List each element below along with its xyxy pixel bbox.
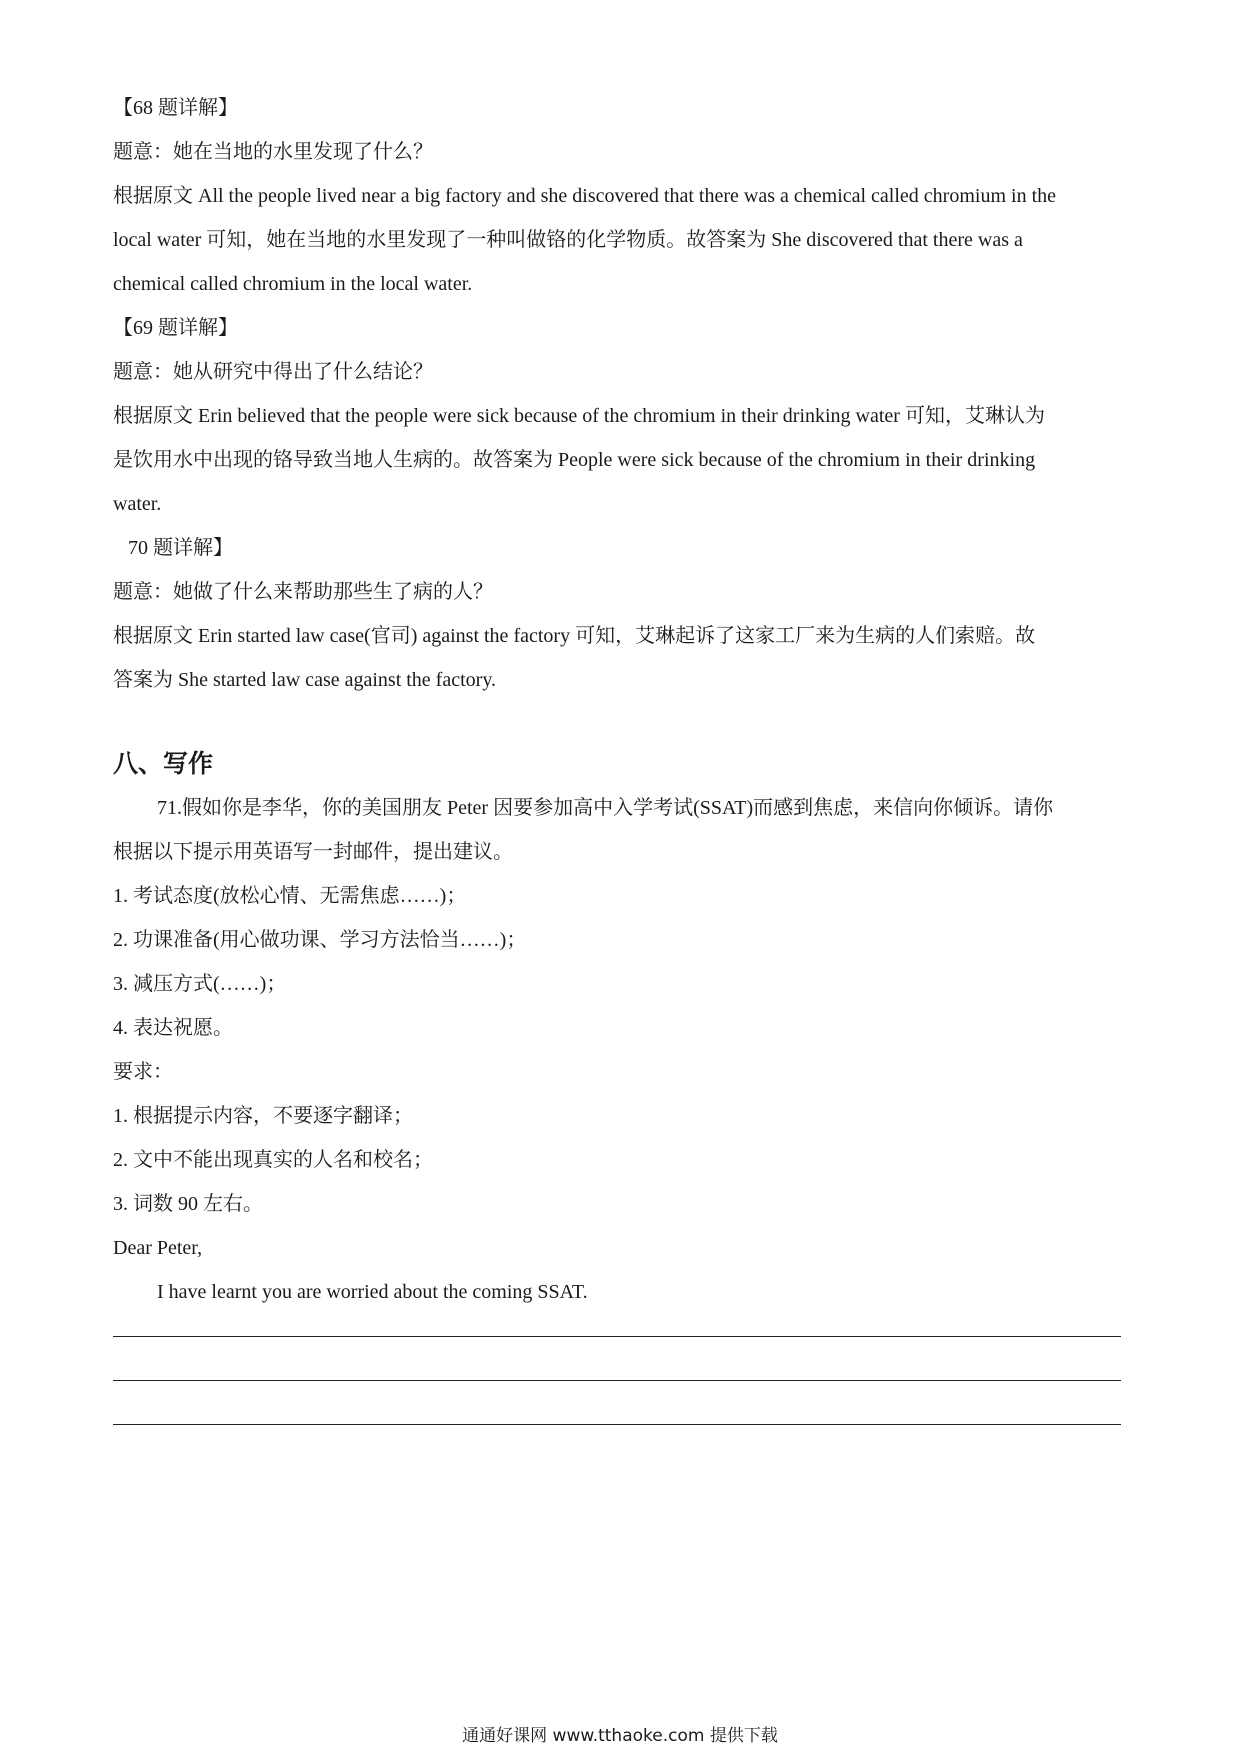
q69-title: 【69 题详解】 xyxy=(113,317,238,339)
q69-explanation-line: 是饮用水中出现的铬导致当地人生病的。故答案为 People were sick because of the chromium in their drinking xyxy=(113,449,1036,471)
answer-writing-line[interactable] xyxy=(113,1424,1121,1425)
q68-explanation-line: chemical called chromium in the local water. xyxy=(113,273,473,295)
q68-meaning: 题意：她在当地的水里发现了什么？ xyxy=(113,141,433,163)
q69-explanation-line: 根据原文 Erin believed that the people were sick because of the chromium in their drinking water 可知，艾琳认为 xyxy=(113,405,1045,427)
requirements-label: 要求： xyxy=(113,1061,173,1083)
q69-explanation-line: water. xyxy=(113,493,162,515)
q68-explanation-line: local water 可知，她在当地的水里发现了一种叫做铬的化学物质。故答案为 She discovered that there was a xyxy=(113,229,1023,251)
writing-requirement: 3. 词数 90 左右。 xyxy=(113,1193,263,1215)
writing-hint: 4. 表达祝愿。 xyxy=(113,1017,233,1039)
writing-hint: 3. 减压方式(……)； xyxy=(113,973,287,995)
letter-opening: I have learnt you are worried about the coming SSAT. xyxy=(157,1281,588,1303)
page-footer: 通通好课网 www.tthaoke.com 提供下载 xyxy=(462,1726,778,1746)
q68-explanation-line: 根据原文 All the people lived near a big factory and she discovered that there was a chemical called chromium in the xyxy=(113,185,1056,207)
writing-hint: 1. 考试态度(放松心情、无需焦虑……)； xyxy=(113,885,467,907)
q68-title: 【68 题详解】 xyxy=(113,97,238,119)
writing-requirement: 1. 根据提示内容，不要逐字翻译； xyxy=(113,1105,413,1127)
writing-requirement: 2. 文中不能出现真实的人名和校名； xyxy=(113,1149,433,1171)
letter-salutation: Dear Peter, xyxy=(113,1237,203,1259)
q70-explanation-line: 根据原文 Erin started law case(官司) against the factory 可知，艾琳起诉了这家工厂来为生病的人们索赔。故 xyxy=(113,625,1036,647)
q70-explanation-line: 答案为 She started law case against the factory. xyxy=(113,669,497,691)
writing-hint: 2. 功课准备(用心做功课、学习方法恰当……)； xyxy=(113,929,527,951)
q70-title: 70 题详解】 xyxy=(128,537,233,559)
q69-meaning: 题意：她从研究中得出了什么结论？ xyxy=(113,361,433,383)
writing-prompt-line: 71.假如你是李华，你的美国朋友 Peter 因要参加高中入学考试(SSAT)而感到焦虑，来信向你倾诉。请你 xyxy=(157,797,1054,819)
answer-writing-line[interactable] xyxy=(113,1380,1121,1381)
writing-prompt-line: 根据以下提示用英语写一封邮件，提出建议。 xyxy=(113,841,513,863)
answer-writing-line[interactable] xyxy=(113,1336,1121,1337)
section-heading-writing: 八、写作 xyxy=(113,749,214,778)
q70-meaning: 题意：她做了什么来帮助那些生了病的人？ xyxy=(113,581,493,603)
